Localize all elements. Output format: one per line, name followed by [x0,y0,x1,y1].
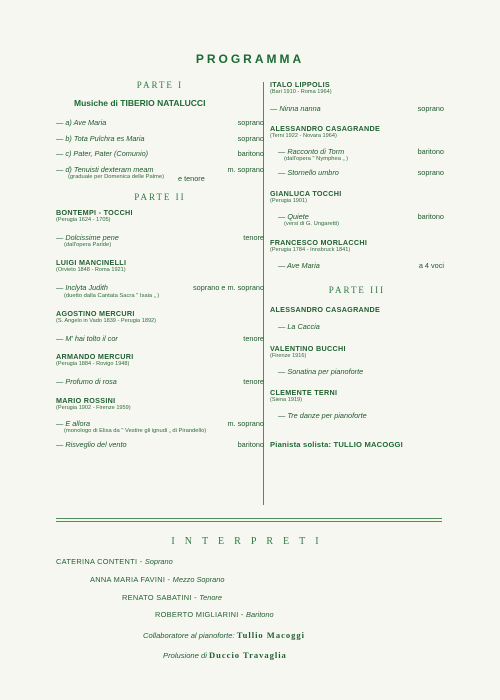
composer: ALESSANDRO CASAGRANDE [270,304,381,314]
part-2-title: PARTE II [134,191,186,202]
composer-dates: (Perugia 1901) [270,197,308,204]
work-note: (monologo di Elisa da " Vestire gli ignudi „ di Pirandello) [64,428,207,434]
work-item: — Dolcissime pene tenore [56,232,264,242]
work-item: — Ave Maria a 4 voci [278,261,444,270]
list-item: — a) Ave Maria soprano [56,118,264,127]
part-3-title: PARTE III [328,284,386,295]
composer: ARMANDO MERCURI [56,352,134,361]
prolusione-line: Prolusione di Duccio Travaglia [163,650,287,660]
part-1-list [56,118,264,184]
composer: VALENTINO BUCCHI [270,344,346,353]
work-item: — Tre danze per pianoforte [278,410,367,420]
work-note: (versi di G. Ungaretti) [284,221,340,227]
composer: FRANCESCO MORLACCHI [270,238,368,247]
work-item: — Sonatina per pianoforte [278,367,364,376]
composer-dates: (Bari 1910 - Roma 1964) [270,89,332,95]
right-column [270,80,444,449]
composer: AGOSTINO MERCURI [56,308,135,318]
performer: ANNA MARIA FAVINI - Mezzo Soprano [90,575,225,584]
composer-dates: (Perugia 1784 - Innsbruck 1841) [270,247,351,253]
composer-dates: (Siena 1919) [270,396,303,403]
list-item: — c) Pater, Pater (Comunio) baritono [56,149,264,158]
composer: MARIO ROSSINI [56,395,116,405]
performer: CATERINA CONTENTI - Soprano [56,557,173,566]
collaborator-name: Tullio Macoggi [236,630,305,640]
work-item: — M' hai tolto il cor tenore [56,333,264,343]
work-item: — Stornello umbro soprano [278,168,444,177]
performer: ROBERTO MIGLIARINI - Baritono [155,610,274,619]
part-1-title: PARTE I [136,80,184,90]
composer-dates: (Perugia 1624 - 1705) [56,216,111,223]
composer-dates: (Orvieto 1848 - Roma 1921) [56,267,126,273]
composer: LUIGI MANCINELLI [56,258,127,267]
work-item: — Quiete baritono [278,211,444,221]
work-note: (dall'opera " Nymphea „ ) [284,156,349,162]
divider-line [56,518,442,519]
collaborator-line: Collaboratore al pianoforte: Tullio Macoggi [143,630,305,640]
work-item: — Risveglio del vento baritono [56,440,264,449]
work-item: — Racconto di Torm baritono [278,146,444,156]
work-item: — Inclyta Judith soprano e m. soprano [56,283,264,292]
composer: BONTEMPI - TOCCHI [56,207,133,217]
composer-dates: (Perugia 1902 - Firenze 1959) [56,404,131,411]
pianist-soloist: Pianista solista: TULLIO MACOGGI [270,440,403,449]
work-item: — La Caccia [278,321,320,331]
divider-line [56,521,442,522]
prolusione-name: Duccio Travaglia [209,650,287,660]
composer: CLEMENTE TERNI [270,387,338,397]
work-item: — Profumo di rosa tenore [56,377,264,386]
composer: GIANLUCA TOCCHI [270,188,342,198]
part-1-heading: Musiche di TIBERIO NATALUCCI [74,98,206,108]
left-column [56,80,264,450]
composer-dates: (S. Angelo in Vado 1839 - Perugia 1892) [56,317,157,324]
work-note: (dall'opera Paride) [64,242,112,248]
list-item: — d) Tenuisti dexteram meam m. soprano [56,164,264,174]
composer-dates: (Firenze 1916) [270,353,307,359]
work-item: — Ninna nanna soprano [270,104,444,113]
composer: ALESSANDRO CASAGRANDE [270,123,381,133]
interpreti-title: INTERPRETI [171,536,329,547]
performer: RENATO SABATINI - Tenore [122,593,223,602]
program-title: PROGRAMMA [195,52,305,66]
list-item: — b) Tota Pulchra es Maria soprano [56,133,264,143]
work-item: — E allora m. soprano [56,418,264,428]
composer-dates: (Perugia 1884 - Rovigo 1948) [56,361,130,367]
composer: ITALO LIPPOLIS [270,80,330,89]
list-item-sub: (graduale per Domenica delle Palme) e tenore [68,174,205,183]
work-note: (duetto dalla Cantata Sacra " Isaia „ ) [64,292,160,299]
composer-dates: (Terni 1922 - Novara 1964) [270,132,337,139]
